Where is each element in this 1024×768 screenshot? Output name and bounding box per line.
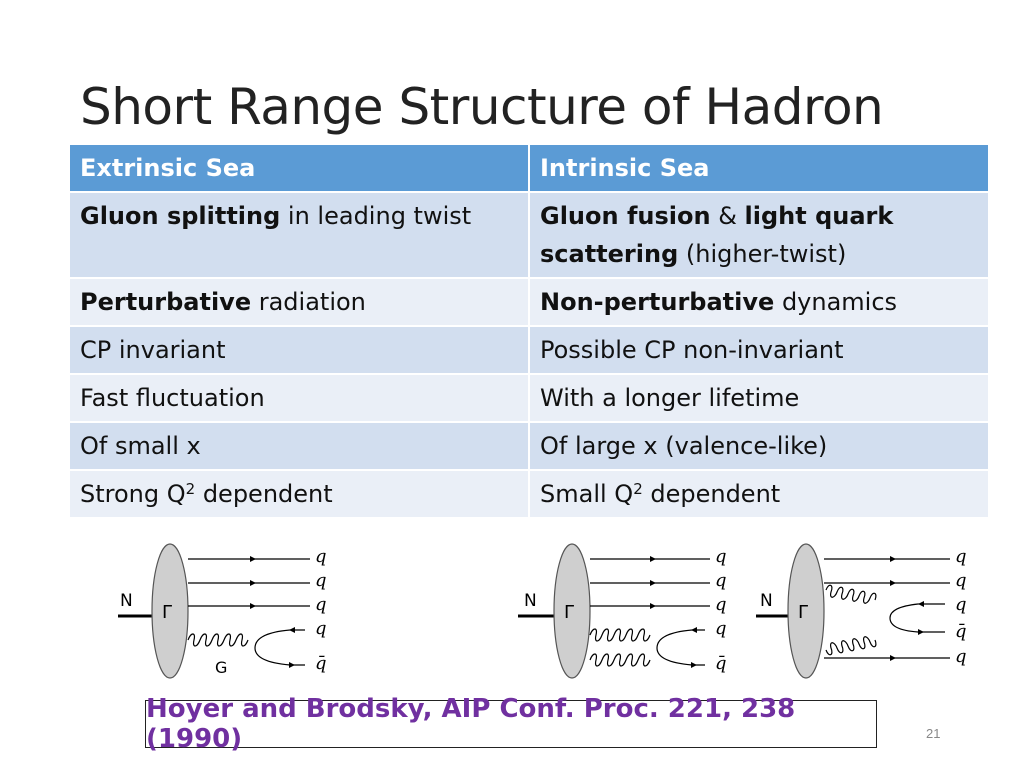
quark-label: q [955,546,967,567]
bold-text: Non-perturbative [540,288,775,316]
gluon-line [826,637,876,655]
nucleon-label: N [120,591,133,611]
cell-extrinsic [69,374,529,422]
superscript: 2 [633,480,643,498]
text: With a longer lifetime [540,384,800,412]
table-row [69,326,989,374]
text: Fast fluctuation [80,384,265,412]
nucleon-label: N [524,591,537,611]
quark-label: q [715,546,727,567]
intrinsic-fusion-diagram [510,540,740,685]
text: & [710,202,745,230]
bold-text: Gluon splitting [80,202,281,230]
bold-text: Perturbative [80,288,252,316]
cell-intrinsic [529,470,989,518]
slide-title: Short Range Structure of Hadron [80,78,884,136]
header-extrinsic-sea: Extrinsic Sea [69,144,529,192]
antiquark-label: q̄ [955,621,967,642]
bold-text: light quark scattering [540,202,894,268]
cell-extrinsic [69,192,529,278]
cell-intrinsic [529,326,989,374]
text: in leading twist [280,202,472,230]
text: Small Q [540,480,634,508]
superscript: 2 [185,480,196,498]
cell-intrinsic [529,192,989,278]
cell-intrinsic [529,422,989,470]
arrowheads [250,556,295,668]
quark-label: q [315,618,327,639]
table-header-row [69,144,989,192]
table-row [69,374,989,422]
table-body [69,192,989,518]
text: (higher-twist) [678,240,847,268]
table-row [69,192,989,278]
table-row [69,422,989,470]
gluon-line [826,585,876,603]
quark-label: q [715,570,727,591]
quark-label: q [715,594,727,615]
quark-lines [824,559,950,658]
text: Strong Q [80,480,186,508]
gluon-label: G [215,658,228,677]
blob-label: Γ [162,602,173,623]
quark-label: q [315,594,327,615]
quark-label: q [315,570,327,591]
text: CP invariant [80,336,226,364]
header-intrinsic-sea: Intrinsic Sea [529,144,989,192]
cell-extrinsic [69,422,529,470]
text: Of small x [80,432,201,460]
quark-label: q [955,594,967,615]
cell-intrinsic [529,374,989,422]
blob-label: Γ [798,602,809,623]
gluon-line [188,634,248,646]
text: radiation [251,288,366,316]
reference-citation: Hoyer and Brodsky, AIP Conf. Proc. 221, 238 (1990) [145,700,877,748]
quark-label: q [315,546,327,567]
arrowheads [890,556,924,661]
bold-text: Gluon fusion [540,202,711,230]
text: dependent [642,480,781,508]
antiquark-label: q̄ [315,653,327,674]
gluon-line [590,654,650,666]
cell-intrinsic [529,278,989,326]
intrinsic-scattering-diagram [750,540,980,685]
text: Of large x (valence-like) [540,432,828,460]
quark-label: q [955,570,967,591]
page-number: 21 [926,726,941,741]
text: Possible CP non-invariant [540,336,844,364]
text: dependent [195,480,333,508]
cell-extrinsic [69,278,529,326]
antiquark-label: q̄ [715,653,727,674]
text: dynamics [774,288,898,316]
cell-extrinsic [69,470,529,518]
quark-lines [590,559,710,665]
quark-label: q [955,646,967,667]
comparison-table [68,143,990,519]
table-row [69,278,989,326]
gluon-line [590,629,650,641]
nucleon-label: N [760,591,773,611]
extrinsic-sea-diagram [110,540,350,685]
quark-lines [188,559,310,665]
quark-label: q [715,618,727,639]
blob-label: Γ [564,602,575,623]
table-row [69,470,989,518]
cell-extrinsic [69,326,529,374]
